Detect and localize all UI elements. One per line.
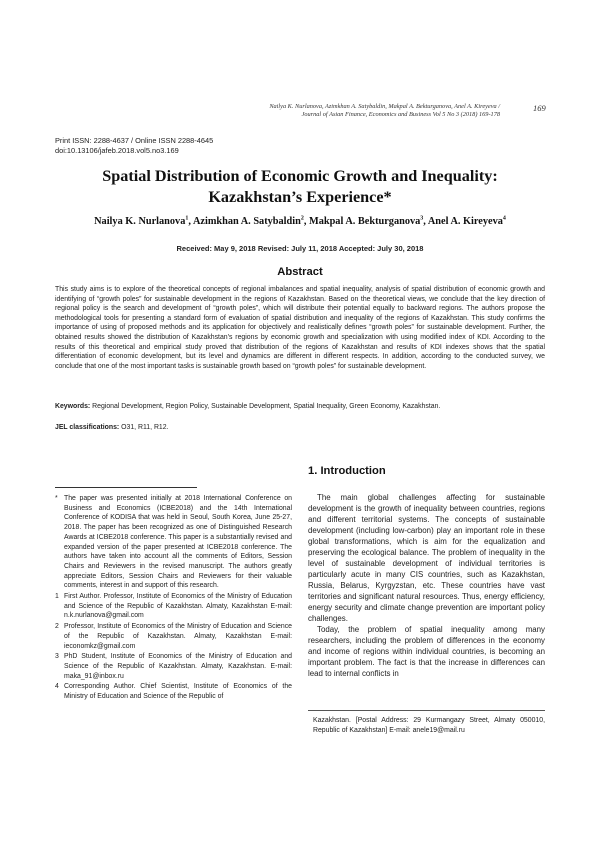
footnote-mark: 4 xyxy=(55,683,59,691)
author-3 xyxy=(309,216,428,227)
introduction-body xyxy=(308,492,545,679)
footnote-text: PhD Student, Institute of Economics of the Ministry of Education and Science of the Republic of Kazakhstan. Almaty, Kazakhstan. E-mail: maka_91@inbox.ru xyxy=(64,653,292,680)
footnote-text: The paper was presented initially at 2018 International Conference on Business and Economics (ICBE2018) and the 14th International Conference of KODISA that was held in Seoul, South Korea, June 25-27, 2018. The paper has been recognized as one of Distinguished Research Awards at ICBE2018 conference. This paper is a substantially revised and expanded version of the paper presented at ICBE2018 conference. The authors have taken into account all the comments of Editors, Session Chairs and Reviewers in the revised manuscript. The authors greatly appreciate Editors, Session Chairs and Reviewers for their valuable comments, interest in and support of this research. xyxy=(64,495,292,590)
issn-line: Print ISSN: 2288-4637 / Online ISSN 2288-4645 xyxy=(55,136,214,145)
running-header-authors: Nailya K. Nurlanova, Azimkhan A. Satybaldin, Makpal A. Bekturganova, Anel A. Kireyeva / xyxy=(269,103,500,110)
author-2 xyxy=(193,216,309,227)
paper-title-line1: Spatial Distribution of Economic Growth and Inequality: xyxy=(102,167,498,185)
footnote-item xyxy=(55,652,292,681)
footnote-mark: 2 xyxy=(55,623,59,631)
paper-title-line2: Kazakhstan’s Experience* xyxy=(208,188,392,206)
keywords-line xyxy=(55,402,545,412)
author-1 xyxy=(94,216,193,227)
author-separator: , xyxy=(188,216,193,228)
running-header xyxy=(60,103,500,119)
doi-line: doi:10.13106/jafeb.2018.vol5.no3.169 xyxy=(55,145,179,155)
footnote-mark: * xyxy=(55,495,58,502)
footnote-item xyxy=(55,622,292,651)
jel-text: O31, R11, R12. xyxy=(119,424,169,431)
author-4 xyxy=(428,216,506,227)
right-footnote-divider xyxy=(308,710,545,711)
footnote-text: First Author. Professor, Institute of Economics of the Ministry of Education and Science of the Republic of Kazakhstan. Almaty, Kazakhstan E-mail: n.k.nurlanova@gmail.com xyxy=(64,593,292,620)
author-affiliation-mark: 4 xyxy=(502,216,506,222)
author-name: Makpal A. Bekturganova xyxy=(308,216,421,228)
author-separator: , xyxy=(423,216,428,228)
footnote-continuation: Kazakhstan. [Postal Address: 29 Kurmangazy Street, Almaty 050010, Republic of Kazakhstan] E-mail: anele19@mail.ru xyxy=(313,717,545,734)
keywords-label: Keywords: xyxy=(55,403,91,410)
footnote-mark: 1 xyxy=(55,593,59,601)
abstract-body: This study aims is to explore of the theoretical concepts of regional imbalances and spatial inequality, analysis of spatial distribution of economic growth and identifying of “growth poles” for sustainable development in the regions of Kazakhstan. Based on the theoretical views, we conclude that the key direction of regional policy is the search and development of “growth poles”, which will distribute their potential equally to backward regions. The authors propose the methodological tools for presenting a standard form of evaluation of spatial distribution and inequality of the regions of Kazakhstan. This study confirms the importance of using of proposed methods and its application for objectively and realistically defines “growth poles” for sustainable development. Further, the obtained results showed the distribution of Kazakhstan's regions by economic growth and specialization with using modified index of KDI. According to the results of this theoretical and empirical study proved that distribution of the regions of Kazakhstan and results of KDI indexes shows that the spatial differentiation of economic development, but its level and dynamics are different in different respects. In addition, according to the conducted survey, we conclude that one of the most important tasks is sustainable growth based on “growth poles” for sustainable development. xyxy=(55,286,545,370)
footnote-mark: 3 xyxy=(55,653,59,661)
introduction-paragraph: Today, the problem of spatial inequality among many researchers, including the problem of differences in the economy and income of regions within individual countries, is becoming an important problem. The fact is that the increase in differences can lead to internal conflicts in xyxy=(308,625,545,678)
keywords-text: Regional Development, Region Policy, Sustainable Development, Spatial Inequality, Green Economy, Kazakhstan. xyxy=(90,403,441,410)
author-name: Nailya K. Nurlanova xyxy=(94,216,186,228)
introduction-heading: 1. Introduction xyxy=(308,465,386,477)
author-separator: , xyxy=(303,216,309,228)
jel-label: JEL classifications: xyxy=(55,424,120,431)
author-name: Anel A. Kireyeva xyxy=(427,216,503,228)
page-number: 169 xyxy=(533,103,546,113)
author-affiliation-mark: 1 xyxy=(185,216,189,222)
jel-line xyxy=(55,423,545,433)
paper-title xyxy=(40,166,560,208)
abstract-heading: Abstract xyxy=(277,266,323,278)
footnote-item xyxy=(55,494,292,591)
author-affiliation-mark: 2 xyxy=(300,216,304,222)
footnotes-left xyxy=(55,494,292,703)
footnote-text: Corresponding Author. Chief Scientist, Institute of Economics of the Ministry of Education and Science of the Republic of xyxy=(64,683,292,701)
footnote-divider xyxy=(55,487,197,488)
running-header-journal: Journal of Asian Finance, Economics and Business Vol 5 No 3 (2018) 169-178 xyxy=(301,111,500,118)
footnote-item xyxy=(55,682,292,701)
footnote-item xyxy=(55,592,292,621)
author-name: Azimkhan A. Satybaldin xyxy=(192,216,301,228)
introduction-paragraph: The main global challenges affecting for sustainable development is the growth of inequality between countries, regions and different territorial systems. The concepts of sustainable development (including low-carbon) play an important role in these global transformations, which is aim for the equalization and preserving the ecological balance. The problem of inequality in the level of sustainable development of individual territories is particularly acute in many CIS countries, such as Kazakhstan, Russia, Belarus, Kyrgyzstan, etc. These countries have vast territories and significant natural resources. Thus, energy efficiency, energy security and climate change prevention are important policy challenges. xyxy=(308,493,545,623)
author-list xyxy=(40,216,560,227)
footnote-text: Professor, Institute of Economics of the Ministry of Education and Science of the Republic of Kazakhstan. Almaty, Kazakhstan E-mail: ieconomkz@gmail.com xyxy=(64,623,292,650)
issn-block xyxy=(55,136,213,155)
submission-dates: Received: May 9, 2018 Revised: July 11, 2018 Accepted: July 30, 2018 xyxy=(176,244,424,253)
author-affiliation-mark: 3 xyxy=(420,216,424,222)
